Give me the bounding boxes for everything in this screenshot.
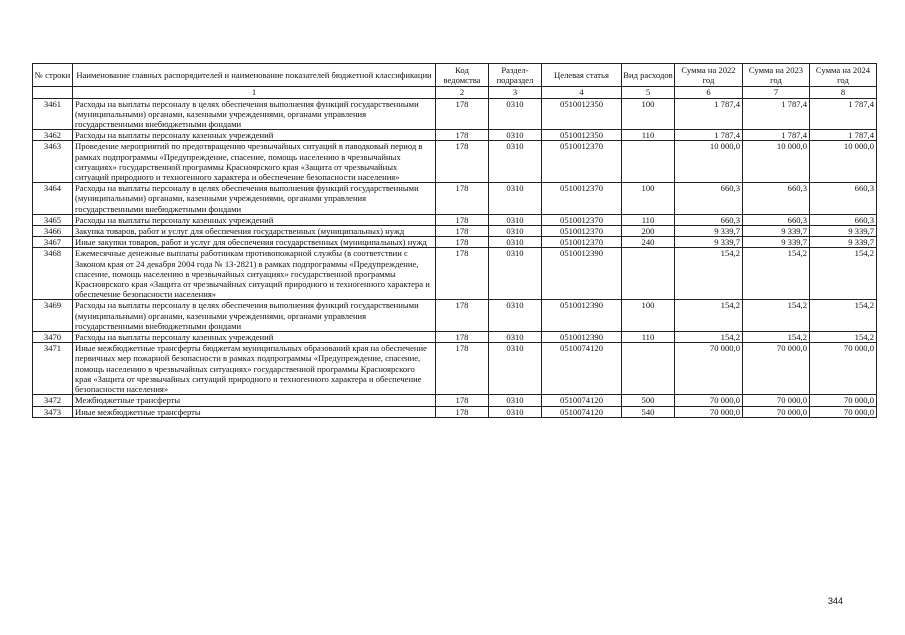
table-row <box>33 237 877 248</box>
sum-2024-cell: 1 787,4 <box>810 98 877 130</box>
table-row <box>33 332 877 343</box>
expense-type-cell: 100 <box>622 98 675 130</box>
target-article-cell: 0510012350 <box>542 130 622 141</box>
expense-type-cell: 100 <box>622 300 675 332</box>
dept-code-cell: 178 <box>436 214 489 225</box>
name-cell: Иные межбюджетные трансферты бюджетам муниципальных образований края на обеспечение первичных мер пожарной безопасности в рамках подпрограммы «Предупреждение, спасение, помощь населению в чрезвычайных ситуациях» государственной программы Красноярского края «Защита от чрезвычайных ситуаций природного и техногенного характера и обеспечение безопасности населения» <box>73 343 436 395</box>
dept-code-cell: 178 <box>436 332 489 343</box>
sum-2022-cell: 9 339,7 <box>675 237 743 248</box>
column-number: 7 <box>743 87 810 98</box>
section-code-cell: 0310 <box>489 98 542 130</box>
sum-2023-cell: 70 000,0 <box>743 343 810 395</box>
column-number <box>33 87 73 98</box>
sum-2022-cell: 70 000,0 <box>675 343 743 395</box>
sum-2024-cell: 154,2 <box>810 332 877 343</box>
dept-code-cell: 178 <box>436 130 489 141</box>
dept-code-cell: 178 <box>436 98 489 130</box>
header-name: Наименование главных распорядителей и наименование показателей бюджетной классификации <box>73 64 436 87</box>
section-code-cell: 0310 <box>489 332 542 343</box>
row-number-cell: 3471 <box>33 343 73 395</box>
sum-2024-cell: 660,3 <box>810 183 877 215</box>
sum-2023-cell: 10 000,0 <box>743 141 810 183</box>
sum-2023-cell: 660,3 <box>743 214 810 225</box>
sum-2024-cell: 9 339,7 <box>810 237 877 248</box>
section-code-cell: 0310 <box>489 248 542 300</box>
row-number-cell: 3463 <box>33 141 73 183</box>
column-number: 6 <box>675 87 743 98</box>
header-section: Раздел-подраздел <box>489 64 542 87</box>
header-dept: Код ведомства <box>436 64 489 87</box>
row-number-cell: 3461 <box>33 98 73 130</box>
expense-type-cell: 240 <box>622 237 675 248</box>
header-sum-2022: Сумма на 2022 год <box>675 64 743 87</box>
row-number-cell: 3465 <box>33 214 73 225</box>
dept-code-cell: 178 <box>436 237 489 248</box>
section-code-cell: 0310 <box>489 237 542 248</box>
table-row <box>33 248 877 300</box>
sum-2022-cell: 660,3 <box>675 183 743 215</box>
sum-2023-cell: 9 339,7 <box>743 237 810 248</box>
sum-2022-cell: 1 787,4 <box>675 130 743 141</box>
dept-code-cell: 178 <box>436 248 489 300</box>
dept-code-cell: 178 <box>436 300 489 332</box>
target-article-cell: 0510074120 <box>542 343 622 395</box>
header-sum-2024: Сумма на 2024 год <box>810 64 877 87</box>
name-cell: Расходы на выплаты персоналу казенных учреждений <box>73 332 436 343</box>
name-cell: Расходы на выплаты персоналу казенных учреждений <box>73 214 436 225</box>
sum-2024-cell: 70 000,0 <box>810 395 877 406</box>
expense-type-cell <box>622 141 675 183</box>
section-code-cell: 0310 <box>489 343 542 395</box>
name-cell: Расходы на выплаты персоналу казенных учреждений <box>73 130 436 141</box>
sum-2023-cell: 1 787,4 <box>743 130 810 141</box>
name-cell: Иные закупки товаров, работ и услуг для обеспечения государственных (муниципальных) нужд <box>73 237 436 248</box>
sum-2023-cell: 70 000,0 <box>743 406 810 417</box>
target-article-cell: 0510012370 <box>542 183 622 215</box>
sum-2023-cell: 154,2 <box>743 248 810 300</box>
expense-type-cell: 200 <box>622 226 675 237</box>
sum-2022-cell: 70 000,0 <box>675 406 743 417</box>
row-number-cell: 3466 <box>33 226 73 237</box>
column-number: 2 <box>436 87 489 98</box>
expense-type-cell: 110 <box>622 332 675 343</box>
sum-2022-cell: 10 000,0 <box>675 141 743 183</box>
table-row <box>33 141 877 183</box>
row-number-cell: 3472 <box>33 395 73 406</box>
sum-2024-cell: 660,3 <box>810 214 877 225</box>
section-code-cell: 0310 <box>489 183 542 215</box>
expense-type-cell: 500 <box>622 395 675 406</box>
sum-2024-cell: 9 339,7 <box>810 226 877 237</box>
name-cell: Ежемесячные денежные выплаты работникам противопожарной службы (в соответствии с Законом края от 24 декабря 2004 года № 13-2821) в рамках подпрограммы «Предупреждение, спасение, помощь населению в чрезвычайных ситуациях» государственной программы Красноярского края «Защита от чрезвычайных ситуаций природного и техногенного характера и обеспечение безопасности населения» <box>73 248 436 300</box>
sum-2022-cell: 154,2 <box>675 300 743 332</box>
dept-code-cell: 178 <box>436 406 489 417</box>
sum-2022-cell: 154,2 <box>675 248 743 300</box>
sum-2023-cell: 154,2 <box>743 332 810 343</box>
sum-2022-cell: 154,2 <box>675 332 743 343</box>
column-number: 8 <box>810 87 877 98</box>
target-article-cell: 0510012370 <box>542 237 622 248</box>
table-row <box>33 98 877 130</box>
sum-2023-cell: 660,3 <box>743 183 810 215</box>
page-number: 344 <box>828 596 844 606</box>
header-sum-2023: Сумма на 2023 год <box>743 64 810 87</box>
row-number-cell: 3462 <box>33 130 73 141</box>
table-row <box>33 130 877 141</box>
sum-2024-cell: 154,2 <box>810 248 877 300</box>
name-cell: Проведение мероприятий по предотвращению чрезвычайных ситуаций в паводковый период в рамках подпрограммы «Предупреждение, спасение, помощь населению в чрезвычайных ситуациях» государственной программы Красноярского края «Защита от чрезвычайных ситуаций природного и техногенного характера и обеспечение безопасности населения» <box>73 141 436 183</box>
column-number: 5 <box>622 87 675 98</box>
dept-code-cell: 178 <box>436 395 489 406</box>
target-article-cell: 0510012350 <box>542 98 622 130</box>
sum-2024-cell: 154,2 <box>810 300 877 332</box>
name-cell: Расходы на выплаты персоналу в целях обеспечения выполнения функций государственными (муниципальными) органами, казенными учреждениями, органами управления государственными внебюджетными фондами <box>73 98 436 130</box>
section-code-cell: 0310 <box>489 130 542 141</box>
target-article-cell: 0510012370 <box>542 214 622 225</box>
expense-type-cell: 110 <box>622 130 675 141</box>
section-code-cell: 0310 <box>489 395 542 406</box>
sum-2024-cell: 70 000,0 <box>810 406 877 417</box>
table-row <box>33 343 877 395</box>
expense-type-cell <box>622 248 675 300</box>
sum-2022-cell: 660,3 <box>675 214 743 225</box>
row-number-cell: 3469 <box>33 300 73 332</box>
target-article-cell: 0510012390 <box>542 300 622 332</box>
target-article-cell: 0510012370 <box>542 141 622 183</box>
dept-code-cell: 178 <box>436 141 489 183</box>
table-row <box>33 183 877 215</box>
section-code-cell: 0310 <box>489 214 542 225</box>
expense-type-cell: 100 <box>622 183 675 215</box>
column-number: 1 <box>73 87 436 98</box>
section-code-cell: 0310 <box>489 406 542 417</box>
row-number-cell: 3468 <box>33 248 73 300</box>
name-cell: Расходы на выплаты персоналу в целях обеспечения выполнения функций государственными (муниципальными) органами, казенными учреждениями, органами управления государственными внебюджетными фондами <box>73 183 436 215</box>
column-number: 3 <box>489 87 542 98</box>
table-row <box>33 226 877 237</box>
sum-2022-cell: 9 339,7 <box>675 226 743 237</box>
header-target: Целевая статья <box>542 64 622 87</box>
sum-2023-cell: 70 000,0 <box>743 395 810 406</box>
row-number-cell: 3464 <box>33 183 73 215</box>
column-number: 4 <box>542 87 622 98</box>
column-number-row <box>33 87 877 98</box>
section-code-cell: 0310 <box>489 141 542 183</box>
target-article-cell: 0510074120 <box>542 395 622 406</box>
sum-2023-cell: 9 339,7 <box>743 226 810 237</box>
sum-2024-cell: 1 787,4 <box>810 130 877 141</box>
header-expense: Вид расходов <box>622 64 675 87</box>
table-header-row <box>33 64 877 87</box>
sum-2022-cell: 70 000,0 <box>675 395 743 406</box>
table-row <box>33 406 877 417</box>
row-number-cell: 3467 <box>33 237 73 248</box>
table-row <box>33 214 877 225</box>
target-article-cell: 0510074120 <box>542 406 622 417</box>
name-cell: Расходы на выплаты персоналу в целях обеспечения выполнения функций государственными (муниципальными) органами, казенными учреждениями, органами управления государственными внебюджетными фондами <box>73 300 436 332</box>
sum-2024-cell: 10 000,0 <box>810 141 877 183</box>
section-code-cell: 0310 <box>489 226 542 237</box>
name-cell: Иные межбюджетные трансферты <box>73 406 436 417</box>
sum-2024-cell: 70 000,0 <box>810 343 877 395</box>
name-cell: Межбюджетные трансферты <box>73 395 436 406</box>
target-article-cell: 0510012370 <box>542 226 622 237</box>
budget-table <box>32 63 877 418</box>
dept-code-cell: 178 <box>436 183 489 215</box>
name-cell: Закупка товаров, работ и услуг для обеспечения государственных (муниципальных) нужд <box>73 226 436 237</box>
expense-type-cell: 110 <box>622 214 675 225</box>
target-article-cell: 0510012390 <box>542 332 622 343</box>
expense-type-cell: 540 <box>622 406 675 417</box>
sum-2023-cell: 1 787,4 <box>743 98 810 130</box>
target-article-cell: 0510012390 <box>542 248 622 300</box>
row-number-cell: 3473 <box>33 406 73 417</box>
table-row <box>33 300 877 332</box>
sum-2023-cell: 154,2 <box>743 300 810 332</box>
sum-2022-cell: 1 787,4 <box>675 98 743 130</box>
dept-code-cell: 178 <box>436 226 489 237</box>
section-code-cell: 0310 <box>489 300 542 332</box>
header-row-no: № строки <box>33 64 73 87</box>
dept-code-cell: 178 <box>436 343 489 395</box>
expense-type-cell <box>622 343 675 395</box>
table-row <box>33 395 877 406</box>
row-number-cell: 3470 <box>33 332 73 343</box>
